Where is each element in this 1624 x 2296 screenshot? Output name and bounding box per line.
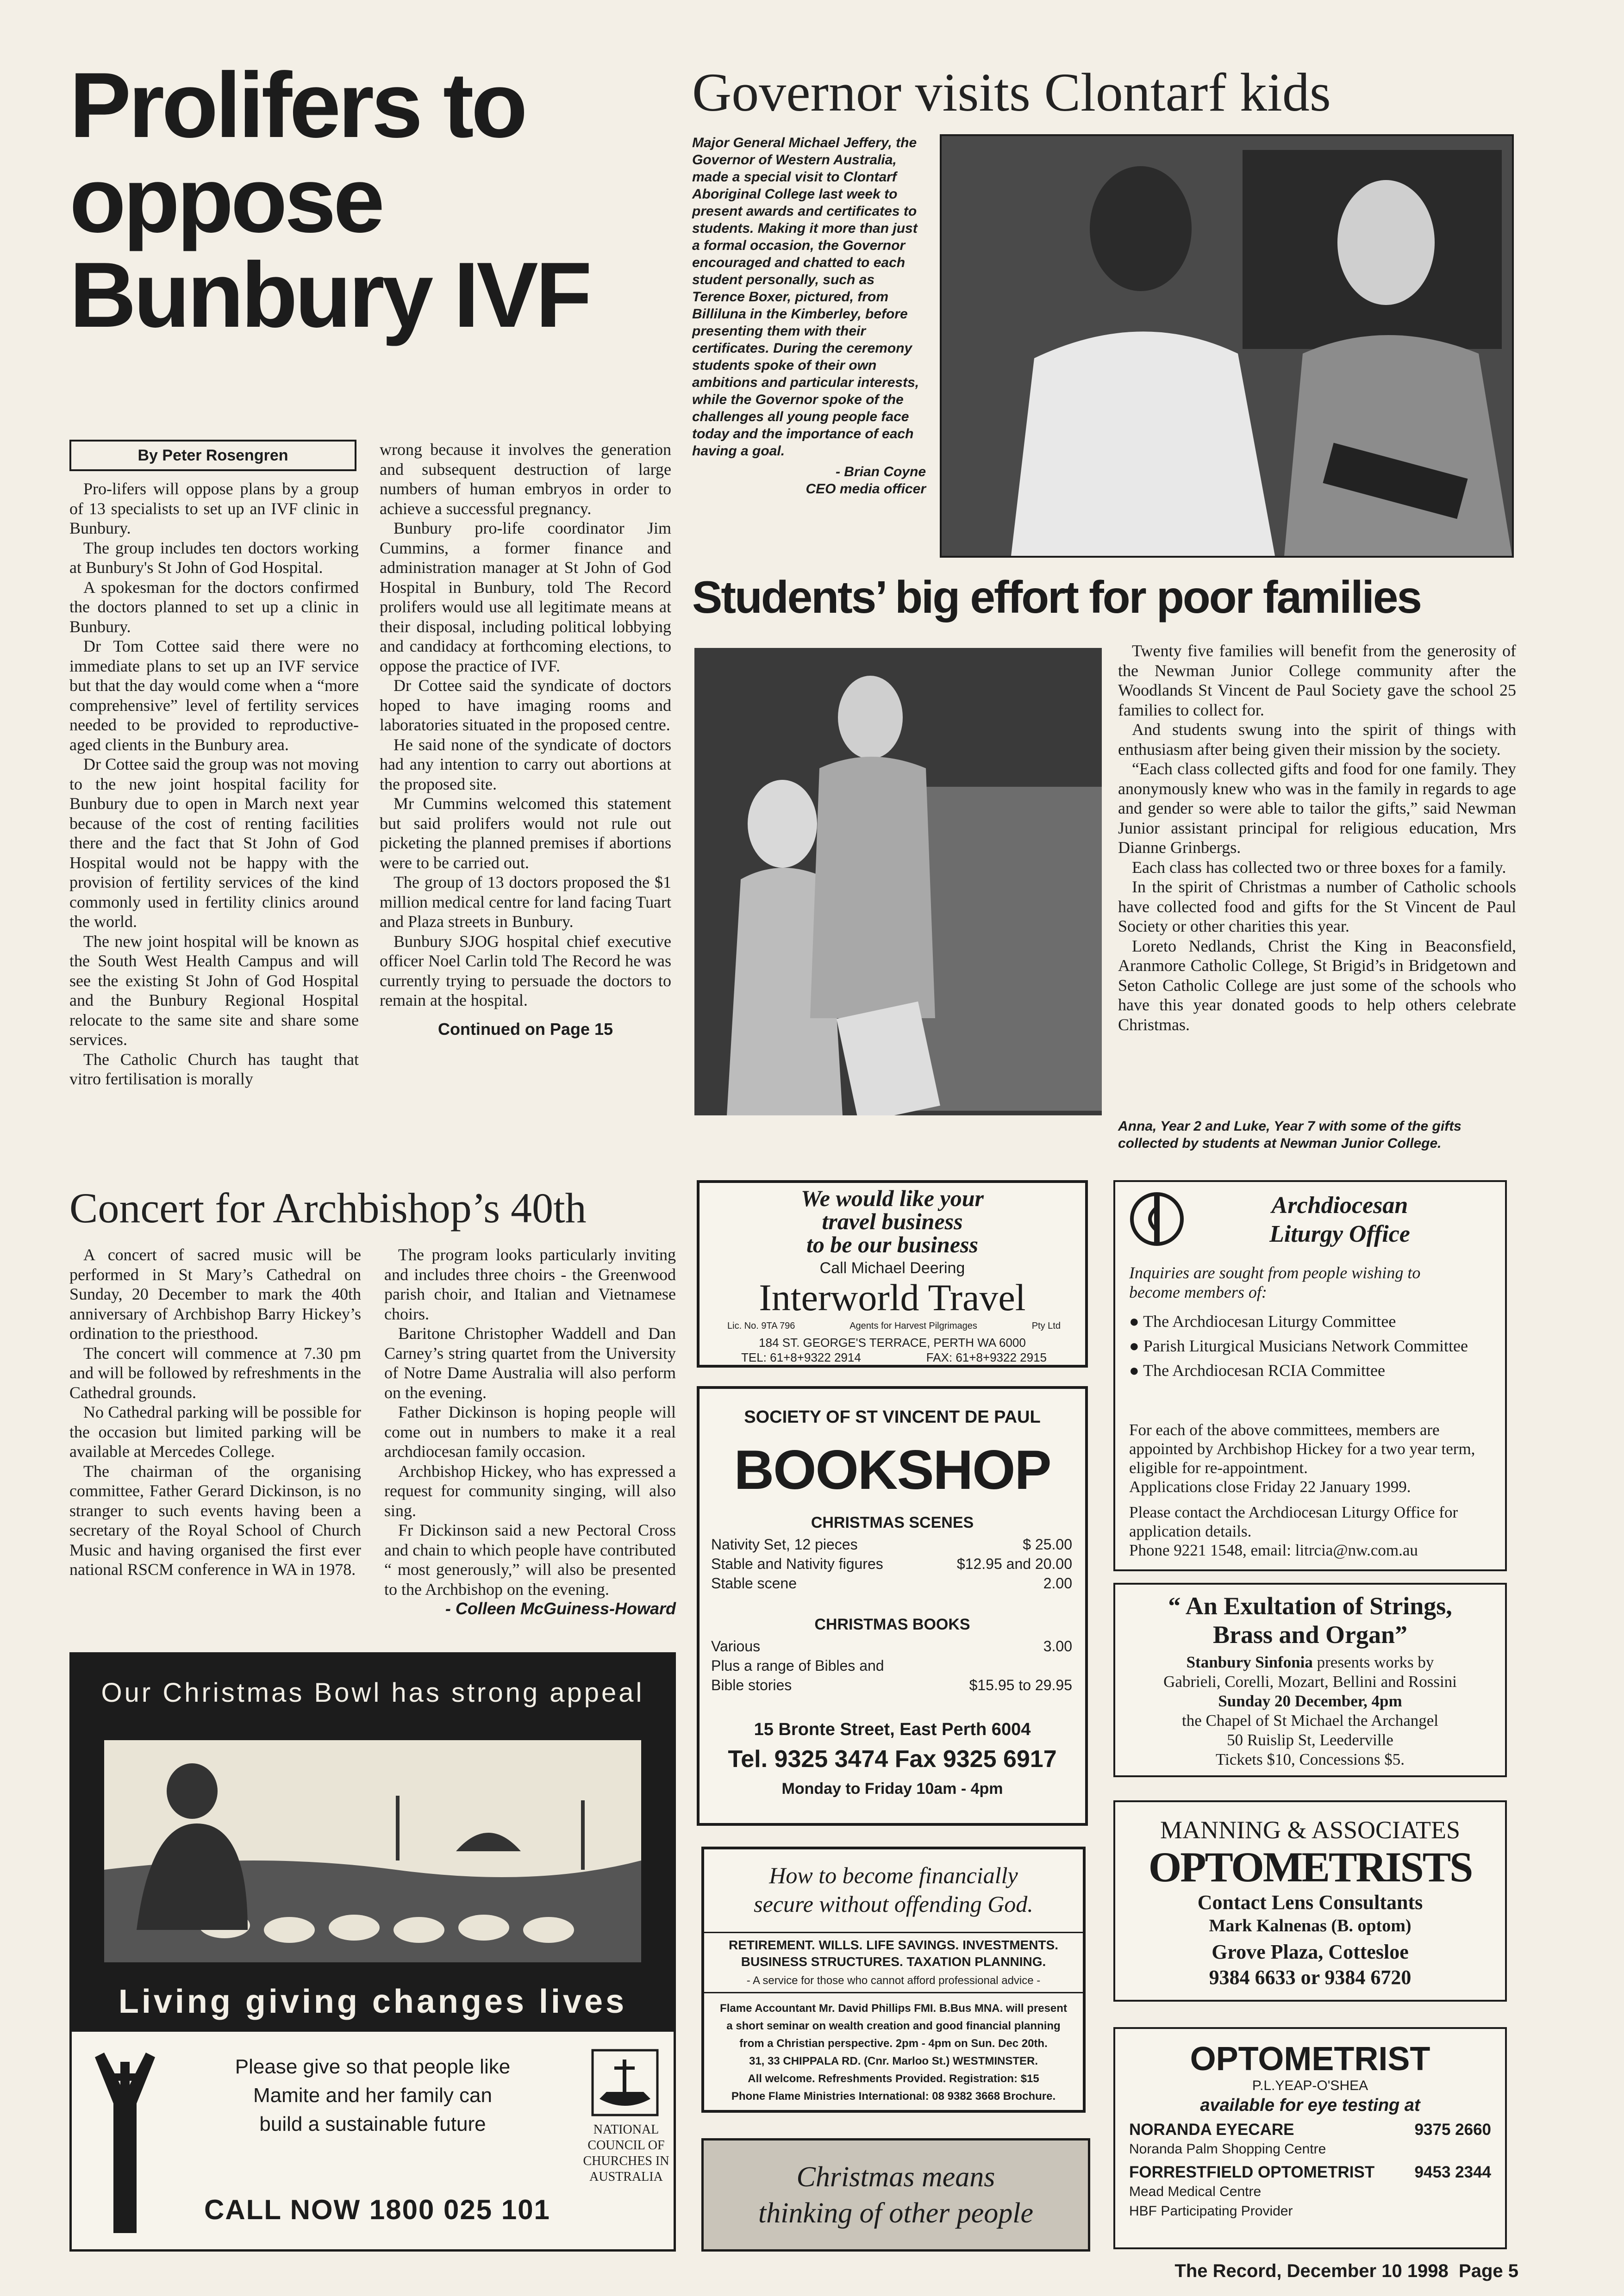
photo-illustration [694,648,1102,1115]
contact-text: Please contact the Archdiocesan Liturgy Office for application details. [1129,1503,1458,1540]
governor-photo [940,134,1514,558]
paragraph: A concert of sacred music will be performed in St Mary’s Cathedral on Sunday, 20 December to mark the 40th anniversary of Archbishop Barry Hickey’s ordination to the priesthood. [69,1245,361,1343]
travel-tel: TEL: 61+8+9322 2914 [741,1350,861,1364]
ivf-headline [69,54,694,347]
travel-agents-line [727,1321,1061,1332]
details-line: the Chapel of St Michael the Archangel [1181,1711,1438,1730]
paragraph: Baritone Christopher Waddell and Dan Carney’s string quartet from the University of Notre Dame Australia will also perform on the evening. [384,1324,676,1402]
students-caption: Anna, Year 2 and Luke, Year 7 with some of the gifts collected by students at Newman Junior College. [1118,1119,1462,1151]
students-body [1118,641,1516,1034]
paragraph: In the spirit of Christmas a number of Catholic schools have collected food and gifts for the St Vincent de Paul Society or other charities this year. [1118,877,1516,935]
paragraph: Twenty five families will benefit from the generosity of the Newman Junior College community after the Woodlands St Vincent de Paul Society gave the school 25 families to collect for. [1118,641,1516,719]
travel-licence: Lic. No. 9TA 796 [727,1321,795,1331]
details-line: Tickets $10, Concessions $5. [1215,1750,1405,1768]
services-line: RETIREMENT. WILLS. LIFE SAVINGS. INVESTMENTS. [729,1938,1058,1952]
org-line: CHURCHES IN [583,2154,669,2168]
list-item: ● The Archdiocesan Liturgy Committee [1129,1312,1396,1331]
item-price: $12.95 and 20.00 [956,1556,1072,1572]
scenes-heading: CHRISTMAS SCENES [811,1514,974,1531]
location-name: NORANDA EYECARE [1129,2121,1294,2139]
item-name: Various [711,1638,761,1655]
liturgy-office-ad[interactable] [1113,1180,1507,1571]
exultation-concert-ad[interactable] [1113,1583,1507,1777]
finance-title [704,1861,1083,1918]
paragraph: Dr Cottee said the syndicate of doctors hoped to have imaging rooms and laboratories situated in the proposed centre. [380,676,671,734]
scenes-list [711,1535,1072,1593]
ivf-column-1 [69,479,359,1089]
list-item: ● The Archdiocesan RCIA Committee [1129,1361,1385,1380]
paragraph: No Cathedral parking will be possible for the occasion but limited parking will be available at Mercedes College. [69,1403,361,1461]
concert-title [1115,1592,1505,1649]
finance-services [704,1932,1083,1970]
bookshop-hours: Monday to Friday 10am - 4pm [781,1780,1003,1798]
list-item [711,1574,1072,1593]
travel-slogan [700,1187,1085,1256]
liturgy-title [1189,1191,1490,1249]
caption-text: Major General Michael Jeffery, the Governor of Western Australia, made a special visit to Clontarf Aboriginal College last week to present awards and certificates to students. Making it more than just a formal occasion, the Governor encouraged and chatted to each student personally, such as Terence Boxer, pictured, from Billiluna in the Kimberley, before presenting them with their certificates. During the ceremony students spoke of their own ambitions and particular interests, while the Governor spoke of the challenges all young people face today and the importance of each having a goal. [692,135,919,459]
concert-column-1 [69,1245,361,1580]
books-list [711,1636,1072,1695]
christmas-bowl-ad[interactable] [69,1652,676,2252]
location-phone: 9453 2344 [1414,2163,1491,2181]
appeal-line: Mamite and her family can [253,2084,492,2107]
location-phone: 9375 2660 [1414,2121,1491,2139]
concert-headline: Concert for Archbishop’s 40th [69,1184,587,1232]
details-line: Gabrieli, Corelli, Mozart, Bellini and Rossini [1163,1673,1457,1691]
bookshop-title: BOOKSHOP [734,1439,1051,1501]
details-line: from a Christian perspective. 2pm - 4pm on Sun. Dec 20th. [739,2037,1048,2050]
bowl-appeal-text [169,2053,576,2139]
manning-phone: 9384 6633 or 9384 6720 [1209,1966,1412,1989]
bookshop-ad[interactable] [697,1386,1088,1826]
title-line: Liturgy Office [1269,1221,1410,1247]
interworld-travel-ad[interactable] [697,1180,1088,1368]
page-footer: The Record, December 10 1998 Page 5 [1174,2261,1518,2281]
details-line: a short seminar on wealth creation and good financial planning [726,2020,1061,2032]
paragraph: Dr Cottee said the group was not moving to the new joint hospital facility for Bunbury due to open in March next year because of the cost of renting facilities there and the fact that St John of God Hospital would not be happy with the provision of fertility services of the kind commonly used in fertility clinics around the world. [69,755,359,931]
paragraph: Fr Dickinson said a new Pectoral Cross and chain to which people have contributed “ most generously,” will also be presented to the Archbishop on the evening. [384,1521,676,1599]
paragraph: Loreto Nedlands, Christ the King in Beaconsfield, Aranmore Catholic College, St Brigid’s in Bridgetown and Seton Catholic College are just some of the schools who have this year donated goods to help others celebrate Christmas. [1118,936,1516,1034]
liturgy-details [1129,1420,1495,1560]
optometrist-title: OPTOMETRIST [1190,2041,1430,2078]
bowl-middle-banner: Living giving changes lives [72,1972,674,2032]
optometrist-ad[interactable] [1113,2027,1507,2249]
headline-line-1: Prolifers to [69,54,525,157]
liturgy-logo-icon [1129,1191,1185,1247]
paragraph: He said none of the syndicate of doctors had any intention to carry out abortions at the proposed site. [380,735,671,793]
location-name: FORRESTFIELD OPTOMETRIST [1129,2163,1375,2181]
location-address: Noranda Palm Shopping Centre [1129,2141,1326,2157]
list-item [711,1636,1072,1656]
services-line: BUSINESS STRUCTURES. TAXATION PLANNING. [741,1954,1046,1969]
paragraph: Mr Cummins welcomed this statement but said prolifers would not rule out picketing the planned premises if abortions were to be carried out. [380,794,671,872]
manning-person: Mark Kalnenas (B. optom) [1209,1916,1412,1935]
photo-illustration [942,136,1512,556]
paragraph: Bunbury pro-life coordinator Jim Cummins, a former finance and administration manager at St John of God Hospital in Bunbury, told The Record prolifers would use all legitimate means at their disposal, including political lobbying and candidacy at forthcoming elections, to oppose the practice of IVF. [380,519,671,675]
manning-name: MANNING & ASSOCIATES [1160,1816,1461,1844]
paragraph: “Each class collected gifts and food for one family. They anonymously knew who was in the family in regards to age and gender so were able to tailor the gifts,” said Newman Junior assistant principal for religious education, Mrs Dianne Grinbergs. [1118,759,1516,857]
org-line: NATIONAL [593,2122,659,2137]
travel-brand: Interworld Travel [759,1276,1026,1319]
paragraph: Pro-lifers will oppose plans by a group of 13 specialists to set up an IVF clinic in Bunbury. [69,479,359,537]
org-line: COUNCIL OF [587,2138,665,2153]
travel-agents: Agents for Harvest Pilgrimages [849,1321,977,1331]
governor-headline: Governor visits Clontarf kids [692,62,1331,123]
liturgy-intro [1129,1263,1495,1302]
paragraph: The program looks particularly inviting and includes three choirs - the Greenwood parish choir, and Italian and Vietnamese choirs. [384,1245,676,1323]
headline-line-2: oppose [69,149,382,252]
manning-title: OPTOMETRISTS [1148,1843,1472,1891]
bowl-call-now[interactable]: CALL NOW 1800 025 101 [204,2194,550,2225]
slogan-line: to be our business [806,1232,978,1257]
christmas-means-ad [701,2138,1090,2252]
list-item: ● Parish Liturgical Musicians Network Committee [1129,1337,1468,1355]
travel-phones [741,1350,1047,1365]
hands-icon [86,2048,164,2233]
title-line: Archdiocesan [1271,1192,1408,1219]
title-line: Brass and Organ” [1212,1621,1408,1649]
signature: - Colleen McGuiness-Howard [445,1599,676,1618]
paragraph: The new joint hospital will be known as the South West Health Campus and will see the existing St John of God Hospital and the Bunbury Regional Hospital relocate to the same site and share some services. [69,932,359,1049]
item-price: 3.00 [1043,1638,1072,1655]
list-item [711,1554,1072,1574]
paragraph: Father Dickinson is hoping people will come out in numbers to make it a real archdiocesan family occasion. [384,1403,676,1461]
paragraph: And students swung into the spirit of things with enthusiasm after being given their mission by the society. [1118,720,1516,759]
ncca-logo-icon [586,2048,664,2117]
list-item [711,1535,1072,1554]
slogan-line: We would like your [801,1185,984,1211]
students-headline: Students’ big effort for poor families [692,572,1421,622]
bowl-illustration [72,1731,674,1972]
finance-tagline: - A service for those who cannot afford professional advice - [704,1974,1083,1993]
financial-seminar-ad[interactable] [701,1847,1086,2113]
travel-ptyltd: Pty Ltd [1031,1321,1061,1331]
caption-credit-role: CEO media officer [806,481,926,497]
travel-fax: FAX: 61+8+9322 2915 [926,1350,1047,1364]
title-line: “ An Exultation of Strings, [1168,1592,1452,1620]
org-line: AUSTRALIA [589,2170,663,2184]
details-line: 31, 33 CHIPPALA RD. (Cnr. Marloo St.) WESTMINSTER. [749,2055,1038,2067]
application-close: Applications close Friday 22 January 1999. [1129,1478,1411,1496]
paragraph: wrong because it involves the generation and subsequent destruction of large numbers of human embryos in order to achieve a successful pregnancy. [380,440,671,518]
details-line: Phone Flame Ministries International: 08 9382 3668 Brochure. [731,2090,1056,2103]
details-line: Sunday 20 December, 4pm [1218,1692,1402,1710]
title-line: secure without offending God. [754,1891,1033,1917]
appeal-line: Please give so that people like [235,2055,511,2078]
paragraph: Each class has collected two or three boxes for a family. [1132,858,1506,877]
manning-place: Grove Plaza, Cottesloe [1212,1941,1409,1963]
contact-phone-email[interactable]: Phone 9221 1548, email: litrcia@nw.com.au [1129,1541,1418,1559]
paragraph: A spokesman for the doctors confirmed the doctors planned to set up a clinic in Bunbury. [69,578,359,636]
location-row [1129,2120,1491,2140]
manning-sub: Contact Lens Consultants [1197,1891,1423,1914]
intro-line: become members of: [1129,1283,1267,1301]
paragraph: The Catholic Church has taught that vitro fertilisation is morally [69,1050,359,1088]
message-line: Christmas means [796,2161,995,2193]
bookshop-society: SOCIETY OF ST VINCENT DE PAUL [744,1407,1041,1427]
item-price: $ 25.00 [1023,1536,1072,1553]
appeal-line: build a sustainable future [259,2113,486,2135]
item-name: Bible stories [711,1677,792,1693]
location-row [1129,2163,1491,2182]
item-price: $15.95 to 29.95 [969,1677,1072,1693]
headline-line-3: Bunbury IVF [69,243,589,347]
details-line: Stanbury Sinfonia presents works by [1186,1653,1434,1671]
item-price: 2.00 [1043,1575,1072,1592]
details-line: Flame Accountant Mr. David Phillips FMI. B.Bus MNA. will present [720,2002,1067,2015]
list-item [711,1656,1072,1675]
concert-column-2 [384,1245,676,1619]
list-item [711,1675,1072,1695]
bookshop-phone: Tel. 9325 3474 Fax 9325 6917 [728,1746,1057,1773]
intro-line: Inquiries are sought from people wishing to [1129,1263,1421,1282]
details-text: For each of the above committees, members are appointed by Archbishop Hickey for a two year term, eligible for re-appointment. [1129,1421,1475,1477]
optometrist-locations [1129,2120,1491,2221]
governor-caption [692,134,926,498]
paragraph: The chairman of the organising committee, Father Gerard Dickinson, is no stranger to such events having been a secretary of the Royal School of Church Music and having organised the first ever national RSCM conference in WA in 1978. [69,1462,361,1579]
travel-contact: Call Michael Deering [819,1259,965,1277]
students-photo [694,648,1102,1115]
item-name: Stable and Nativity figures [711,1556,883,1572]
byline: By Peter Rosengren [69,440,356,471]
liturgy-committee-list [1129,1312,1495,1381]
details-line: 50 Ruislip St, Leederville [1227,1731,1393,1749]
paragraph: The group of 13 doctors proposed the $1 million medical centre for land facing Tuart and Plaza streets in Bunbury. [380,873,671,931]
details-line: All welcome. Refreshments Provided. Registration: $15 [748,2072,1039,2085]
concert-details [1115,1653,1505,1769]
books-heading: CHRISTMAS BOOKS [814,1616,970,1633]
optometrist-name: P.L.YEAP-O'SHEA [1252,2078,1368,2093]
paragraph: The concert will commence at 7.30 pm and will be followed by refreshments in the Cathedral grounds. [69,1344,361,1402]
item-name: Nativity Set, 12 pieces [711,1536,858,1553]
woodcut-illustration [72,1731,674,1972]
message-line: thinking of other people [758,2197,1034,2229]
travel-address: 184 ST. GEORGE'S TERRACE, PERTH WA 6000 [759,1336,1026,1350]
paragraph: Bunbury SJOG hospital chief executive officer Noel Carlin told The Record he was currently trying to persuade the doctors to remain at the hospital. [380,932,671,1009]
paragraph: The group includes ten doctors working at Bunbury's St John of God Hospital. [69,538,359,577]
continued-link[interactable]: Continued on Page 15 [437,1019,613,1039]
manning-optometrists-ad[interactable] [1113,1800,1507,2002]
caption-credit: - Brian Coyne [835,464,926,479]
item-name: Stable scene [711,1575,797,1592]
paragraph: Dr Tom Cottee said there were no immediate plans to set up an IVF service but that the day would come when a “more comprehensive” level of fertility services needed to be provided to reproductive-aged clients in the Bunbury area. [69,637,359,754]
ncca-org-name [576,2122,676,2185]
ivf-column-2 [380,440,671,1039]
location-address: Mead Medical Centre [1129,2184,1262,2199]
item-name: Plus a range of Bibles and [711,1657,884,1674]
bowl-top-banner: Our Christmas Bowl has strong appeal [72,1655,674,1731]
hbf-provider: HBF Participating Provider [1129,2203,1293,2219]
paragraph: Archbishop Hickey, who has expressed a request for community singing, will also sing. [384,1462,676,1520]
slogan-line: travel business [822,1208,963,1234]
bookshop-address: 15 Bronte Street, East Perth 6004 [754,1720,1031,1739]
title-line: How to become financially [769,1862,1018,1888]
optometrist-availability: available for eye testing at [1200,2096,1420,2115]
finance-details [704,2000,1083,2105]
